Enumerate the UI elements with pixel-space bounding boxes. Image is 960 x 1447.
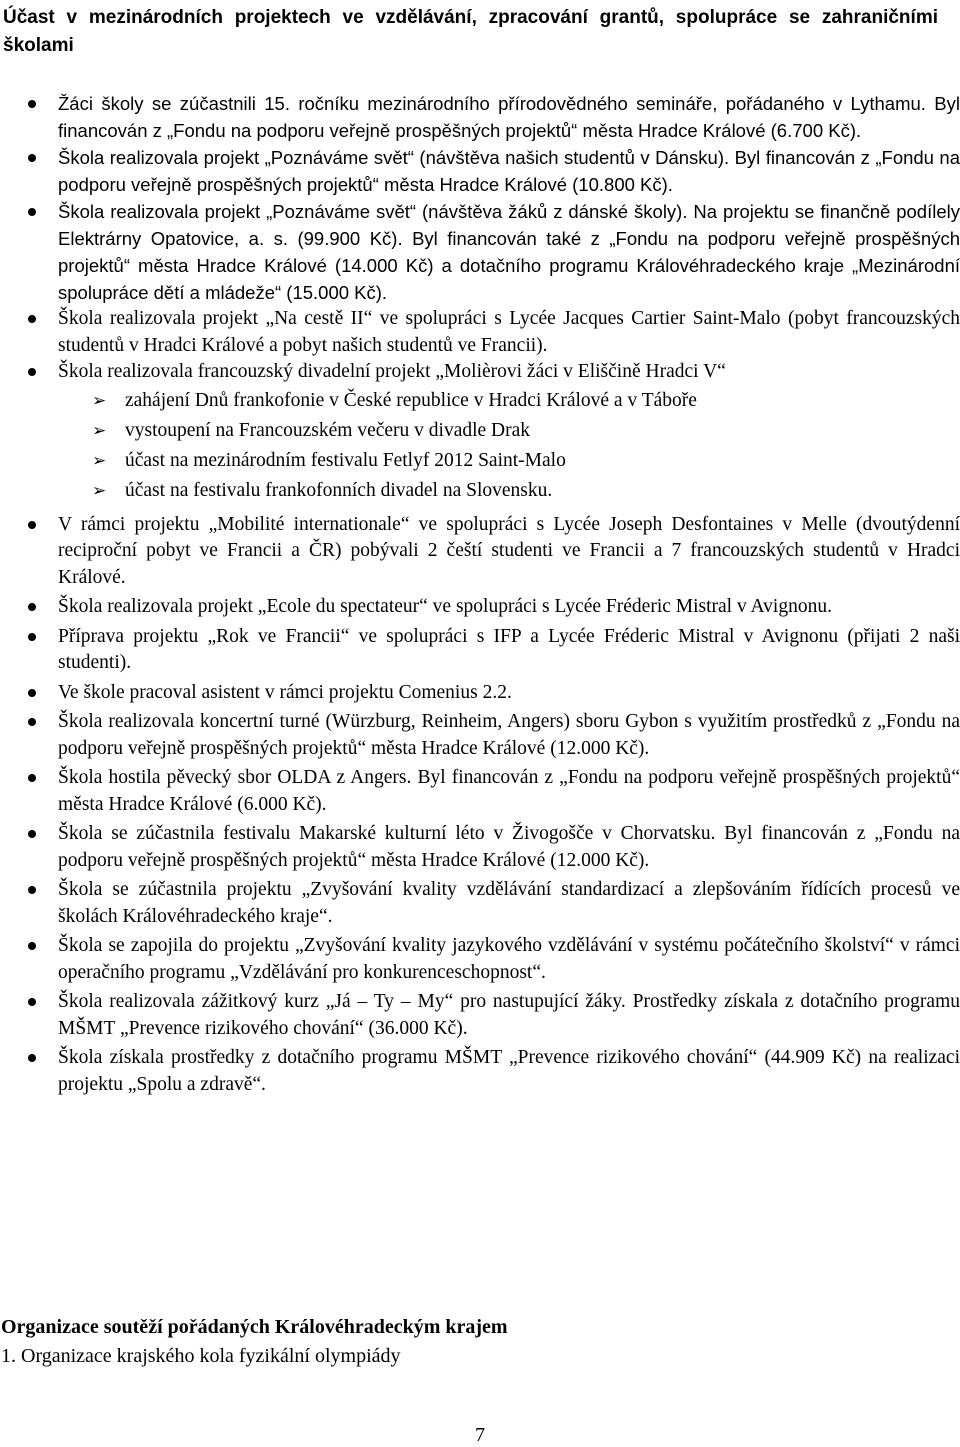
list-item-text: Škola realizovala zážitkový kurz „Já – Ty – My“ pro nastupující žáky. Prostředky získala z dotačního programu MŠMT „Prevence rizikového chování“ (36.000 Kč). <box>58 991 960 1039</box>
bullet-icon <box>28 718 36 726</box>
list-item <box>0 359 960 386</box>
bullet-icon <box>28 603 36 611</box>
list-item <box>0 877 960 930</box>
list-item <box>0 90 960 144</box>
list-item <box>0 821 960 874</box>
bullet-icon <box>28 998 36 1006</box>
list-item <box>0 989 960 1042</box>
list-item-text: Ve škole pracoval asistent v rámci projektu Comenius 2.2. <box>58 681 512 703</box>
bullet-icon <box>28 100 36 108</box>
list-item <box>0 594 960 621</box>
arrow-bullet-icon: ➢ <box>92 390 107 411</box>
section-heading: Účast v mezinárodních projektech ve vzdělávání, zpracování grantů, spolupráce se zahraničními školami <box>3 7 938 56</box>
list-item-text: V rámci projektu „Mobilité internationale“ ve spolupráci s Lycée Joseph Desfontaines v Melle (dvoutýdenní reciproční pobyt ve Francii a ČR) pobývali 2 čeští studenti ve Francii a 7 francouzských studentů v Hradci Králové. <box>58 513 960 588</box>
list-item-text: Příprava projektu „Rok ve Francii“ ve spolupráci s IFP a Lycée Fréderic Mistral v Avignonu (přijati 2 naši studenti). <box>58 625 960 673</box>
list-item-text: Škola hostila pěvecký sbor OLDA z Angers. Byl financován z „Fondu na podporu veřejně prospěšných projektů“ města Hradce Králové (6.000 Kč). <box>58 767 960 815</box>
arrow-bullet-icon: ➢ <box>92 420 107 441</box>
bullet-icon <box>28 886 36 894</box>
bullet-icon <box>28 1054 36 1062</box>
list-item <box>0 709 960 762</box>
list-item <box>0 306 960 359</box>
arrow-bullet-icon: ➢ <box>92 480 107 501</box>
bullet-icon <box>28 633 36 641</box>
list-item <box>0 144 960 198</box>
list-item-text: Škola realizovala koncertní turné (Würzburg, Reinheim, Angers) sboru Gybon s využitím prostředků z „Fondu na podporu veřejně prospěšných projektů“ města Hradce Králové (12.000 Kč). <box>58 711 960 759</box>
bullet-icon <box>28 368 36 376</box>
list-item-text: Škola realizovala projekt „Poznáváme svět“ (návštěva našich studentů v Dánsku). Byl financován z „Fondu na podporu veřejně prospěšných projektů“ města Hradce Králové (10.800 Kč). <box>58 147 960 195</box>
sub-list-item-text: zahájení Dnů frankofonie v České republice v Hradci Králové a v Táboře <box>125 389 697 411</box>
list-item <box>0 1045 960 1098</box>
bullet-icon <box>28 208 36 216</box>
bullet-icon <box>28 521 36 529</box>
sub-list-item-text: účast na festivalu frankofonních divadel na Slovensku. <box>125 479 553 501</box>
list-item-text: Škola realizovala francouzský divadelní projekt „Molièrovi žáci v Eliščině Hradci V“ <box>58 361 726 382</box>
section-list-item: 1. Organizace krajského kola fyzikální olympiády <box>1 1345 401 1367</box>
sub-list-item-text: vystoupení na Francouzském večeru v divadle Drak <box>125 419 531 441</box>
section-title: Organizace soutěží pořádaných Královéhradeckým krajem <box>1 1316 508 1338</box>
bullet-icon <box>28 689 36 697</box>
list-item-text: Škola se zúčastnila festivalu Makarské kulturní léto v Živogošče v Chorvatsku. Byl financován z „Fondu na podporu veřejně prospěšných projektů“ města Hradce Králové (12.000 Kč). <box>58 823 960 871</box>
bullet-icon <box>28 830 36 838</box>
bullet-icon <box>28 774 36 782</box>
sub-list-item <box>0 446 905 476</box>
list-item <box>0 624 960 677</box>
list-item <box>0 680 960 707</box>
bullet-icon <box>28 315 36 323</box>
bullet-icon <box>28 942 36 950</box>
list-item-text: Škola získala prostředky z dotačního programu MŠMT „Prevence rizikového chování“ (44.909 Kč) na realizaci projektu „Spolu a zdravě“. <box>58 1047 960 1095</box>
list-item <box>0 512 960 592</box>
list-item-text: Škola realizovala projekt „Ecole du spectateur“ ve spolupráci s Lycée Fréderic Mistral v Avignonu. <box>58 596 832 617</box>
sub-list-item <box>0 476 905 506</box>
list-item <box>0 198 960 306</box>
sub-list-item-text: účast na mezinárodním festivalu Fetlyf 2012 Saint-Malo <box>125 449 566 471</box>
sub-list-item <box>0 386 905 416</box>
projects-list <box>0 90 960 1098</box>
sub-list-item <box>0 416 905 446</box>
arrow-bullet-icon: ➢ <box>92 450 107 471</box>
page-number: 7 <box>475 1424 485 1446</box>
list-item <box>0 933 960 986</box>
list-item-text: Žáci školy se zúčastnili 15. ročníku mezinárodního přírodovědného semináře, pořádaného v Lythamu. Byl financován z „Fondu na podporu veřejně prospěšných projektů“ města Hradce Králové (6.700 Kč). <box>58 93 960 141</box>
bullet-icon <box>28 154 36 162</box>
list-item <box>0 765 960 818</box>
list-item-text: Škola realizovala projekt „Poznáváme svět“ (návštěva žáků z dánské školy). Na projektu se finančně podílely Elektrárny Opatovice, a. s. (99.900 Kč). Byl financován také z „Fondu na podporu veřejně prospěšných projektů“ města Hradce Králové (14.000 Kč) a dotačního programu Královéhradeckého kraje „Mezinárodní spolupráce dětí a mládeže“ (15.000 Kč). <box>58 201 960 303</box>
list-item-text: Škola se zapojila do projektu „Zvyšování kvality jazykového vzdělávání v systému počátečního školství“ v rámci operačního programu „Vzdělávání pro konkurenceschopnost“. <box>58 935 960 983</box>
list-item-text: Škola realizovala projekt „Na cestě II“ ve spolupráci s Lycée Jacques Cartier Saint-Malo (pobyt francouzských studentů v Hradci Králové a pobyt našich studentů ve Francii). <box>58 308 960 356</box>
list-item-text: Škola se zúčastnila projektu „Zvyšování kvality vzdělávání standardizací a zlepšováním řídících procesů ve školách Královéhradeckého kraje“. <box>58 879 960 927</box>
